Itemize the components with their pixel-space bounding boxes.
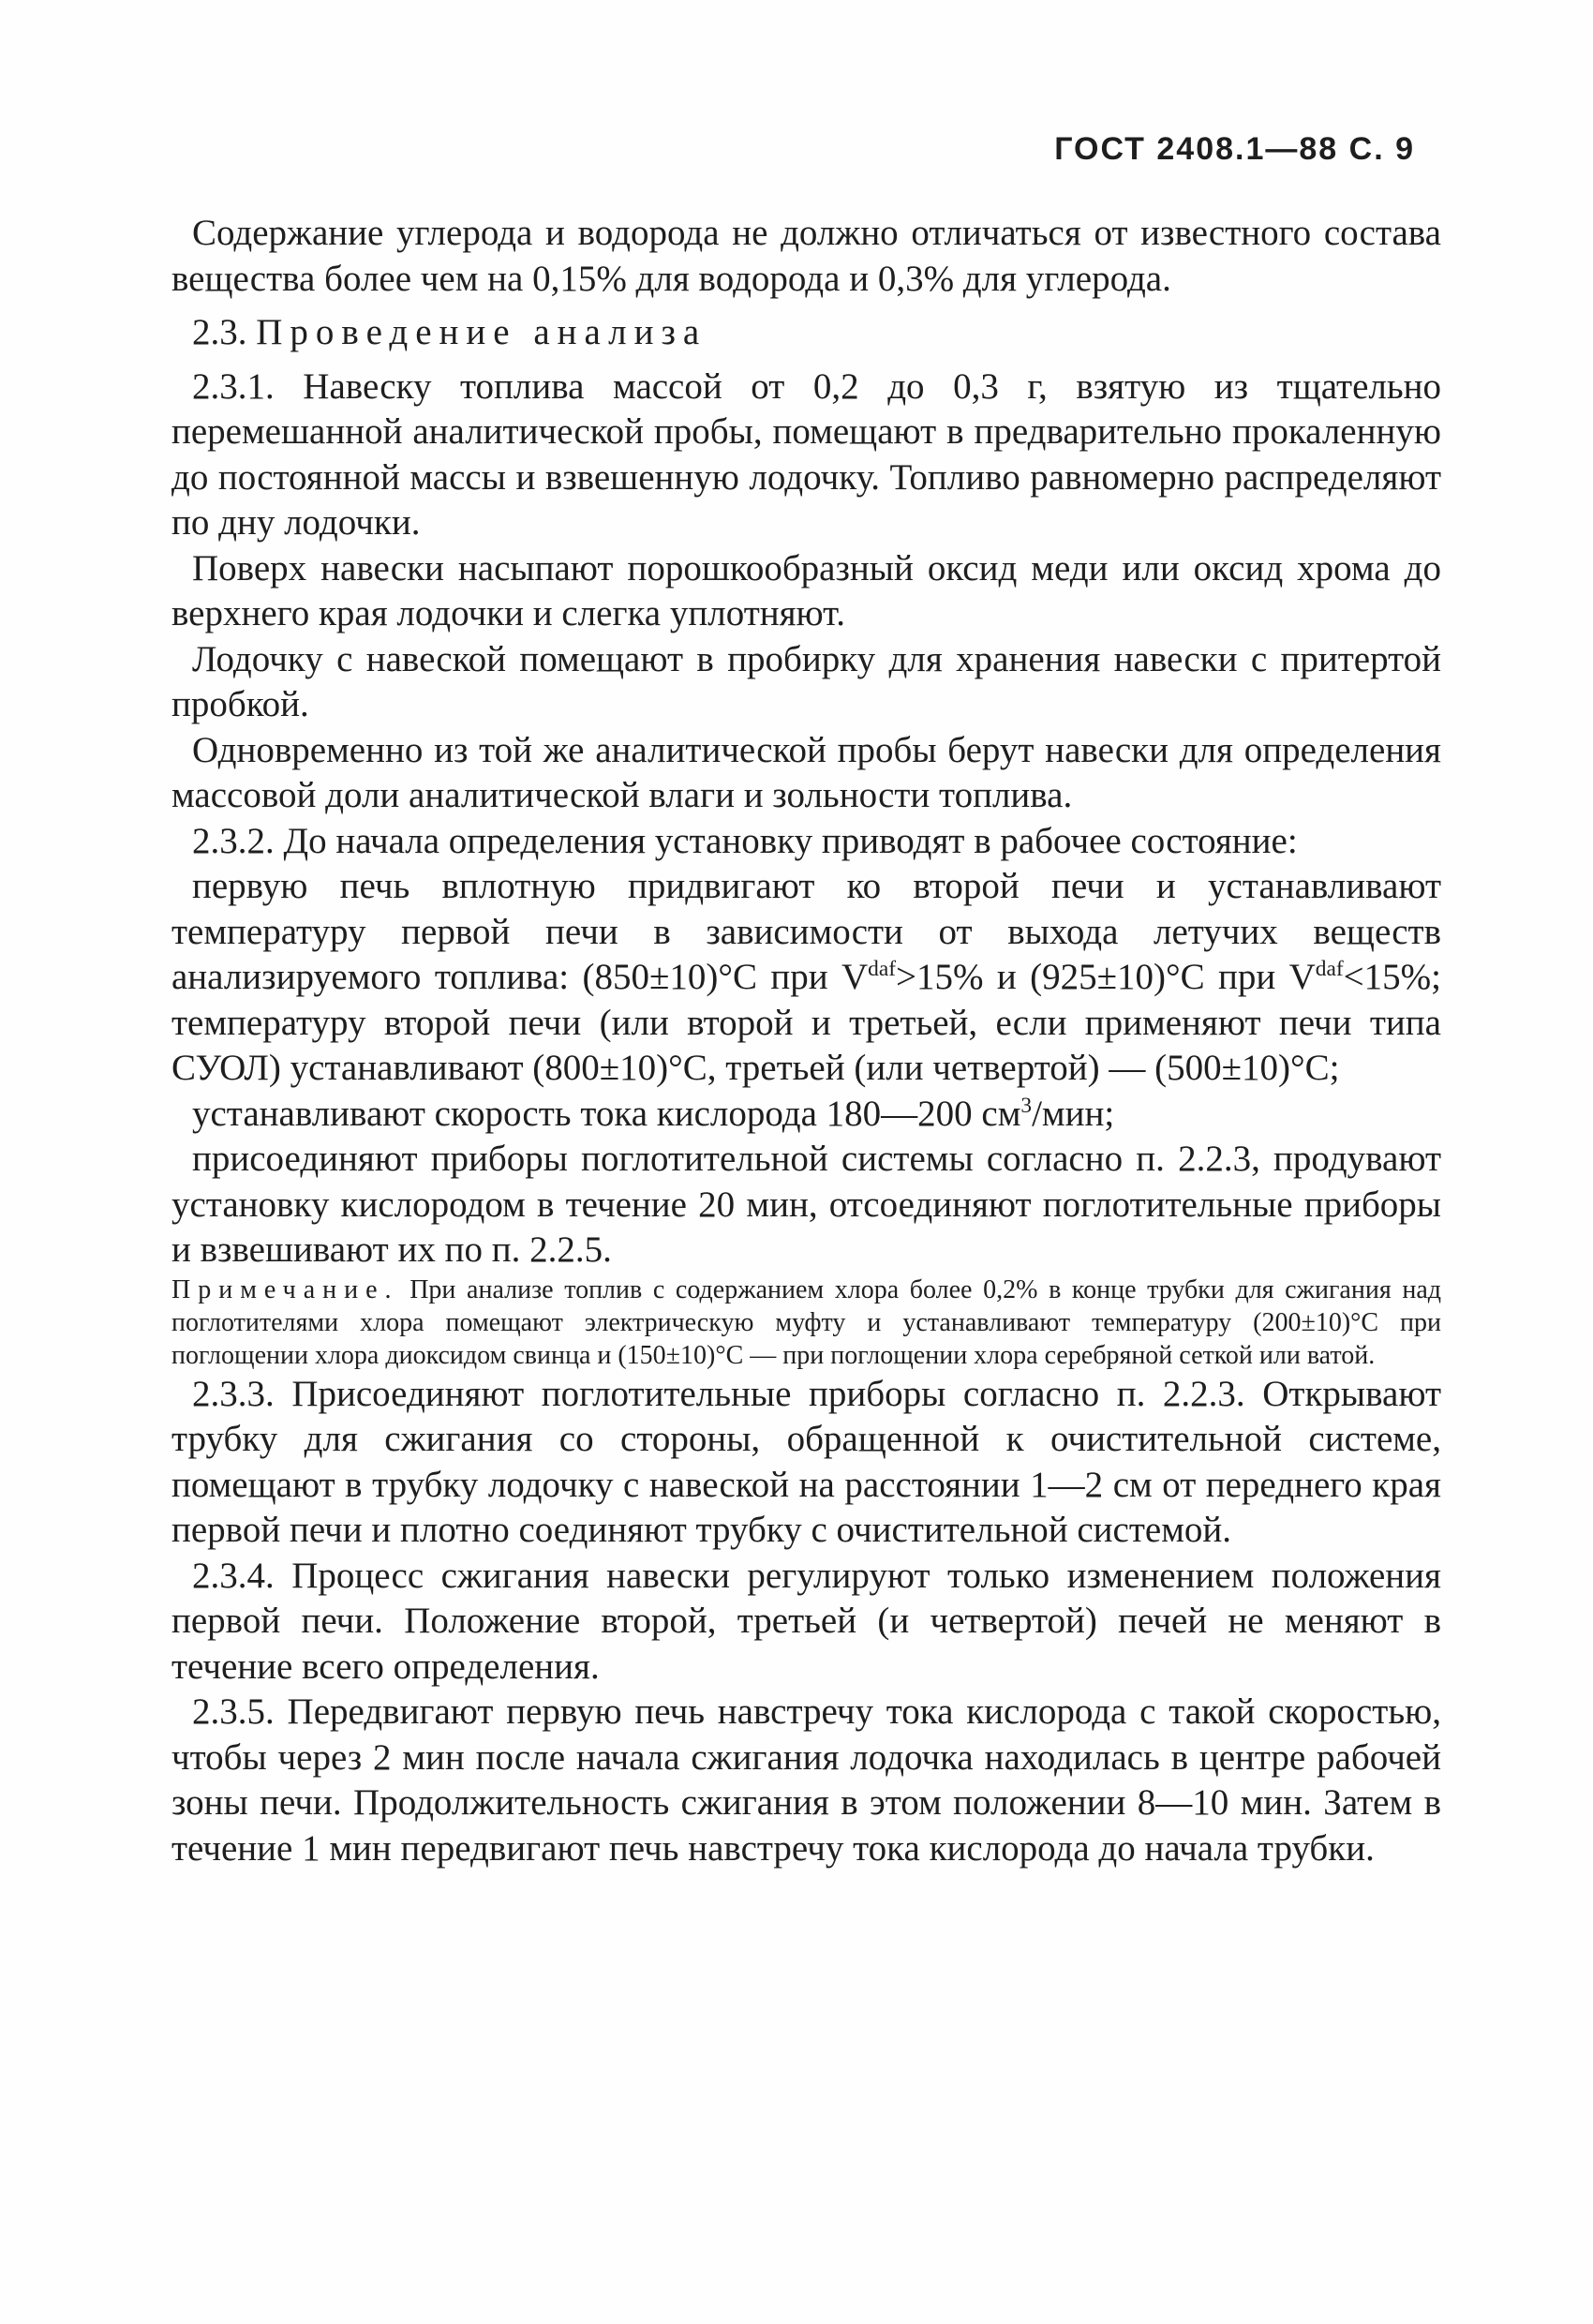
- paragraph: Одновременно из той же аналитической пробы берут навески для определения массовой доли аналитической влаги и зольности топлива.: [171, 729, 1441, 815]
- note-label: Примечание.: [171, 1274, 399, 1304]
- superscript: 3: [1020, 1093, 1033, 1118]
- note: [171, 1274, 1441, 1372]
- superscript: daf: [1315, 957, 1344, 981]
- paragraph: [171, 864, 1441, 1092]
- paragraph: 2.3.5. Передвигают первую печь навстречу тока кислорода с такой скоростью, чтобы через 2 мин после начала сжигания лодочка находилась в центре рабочей зоны печи. Продолжительность сжигания в этом положении 8—10 мин. Затем в течение 1 мин передвигают печь навстречу тока кислорода до начала трубки.: [171, 1691, 1441, 1869]
- superscript: daf: [868, 957, 897, 981]
- paragraph: Лодочку с навеской помещают в пробирку для хранения навески с притертой пробкой.: [171, 638, 1441, 724]
- paragraph: 2.3.3. Присоединяют поглотительные приборы согласно п. 2.2.3. Открывают трубку для сжигания со стороны, обращенной к очистительной системе, помещают в трубку лодочку с навеской на расстоянии 1—2 см от переднего края первой печи и плотно соединяют трубку с очистительной системой.: [171, 1373, 1441, 1550]
- text-run: <15%; температуру второй печи (или второй и третьей, если применяют печи типа СУОЛ) устанавливают (800±10)°С, третьей (или четвертой) — (500±10)°С;: [171, 957, 1441, 1088]
- paragraph: 2.3.1. Навеску топлива массой от 0,2 до 0,3 г, взятую из тщательно перемешанной аналитической пробы, помещают в предварительно прокаленную до постоянной массы и взвешенную лодочку. Топливо равномерно распределяют по дну лодочки.: [171, 365, 1441, 543]
- paragraph: Содержание углерода и водорода не должно отличаться от известного состава вещества более чем на 0,15% для водорода и 0,3% для углерода.: [171, 213, 1441, 299]
- paragraph: присоединяют приборы поглотительной системы согласно п. 2.2.3, продувают установку кислородом в течение 20 мин, отсоединяют поглотительные приборы и взвешивают их по п. 2.2.5.: [171, 1139, 1441, 1270]
- section-heading: [171, 310, 1441, 356]
- paragraph: 2.3.4. Процесс сжигания навески регулируют только изменением положения первой печи. Положение второй, третьей (и четвертой) печей не меняют в течение всего определения.: [171, 1555, 1441, 1687]
- paragraph: [171, 1092, 1441, 1138]
- section-number: 2.3.: [192, 312, 247, 352]
- page-header: ГОСТ 2408.1—88 С. 9: [1054, 131, 1415, 167]
- text-run: устанавливают скорость тока кислорода 180—200 см: [192, 1093, 1021, 1134]
- text-run: >15% и (925±10)°С при V: [896, 957, 1316, 997]
- section-title: Проведение анализа: [256, 312, 707, 352]
- paragraph: 2.3.2. До начала определения установку приводят в рабочее состояние:: [192, 820, 1298, 861]
- paragraph: Поверх навески насыпают порошкообразный оксид меди или оксид хрома до верхнего края лодочки и слегка уплотняют.: [171, 547, 1441, 633]
- text-run: /мин;: [1032, 1093, 1115, 1134]
- note-text: При анализе топлив с содержанием хлора более 0,2% в конце трубки для сжигания над поглотителями хлора помещают электрическую муфту и устанавливают температуру (200±10)°С при поглощении хлора диоксидом свинца и (150±10)°С — при поглощении хлора серебряной сеткой или ватой.: [171, 1274, 1441, 1370]
- text-run: первую печь вплотную придвигают ко второй печи и устанавливают температуру первой печи в зависимости от выхода летучих веществ анализируемого топлива: (850±10)°С при V: [171, 866, 1441, 997]
- document-body: [171, 211, 1441, 1871]
